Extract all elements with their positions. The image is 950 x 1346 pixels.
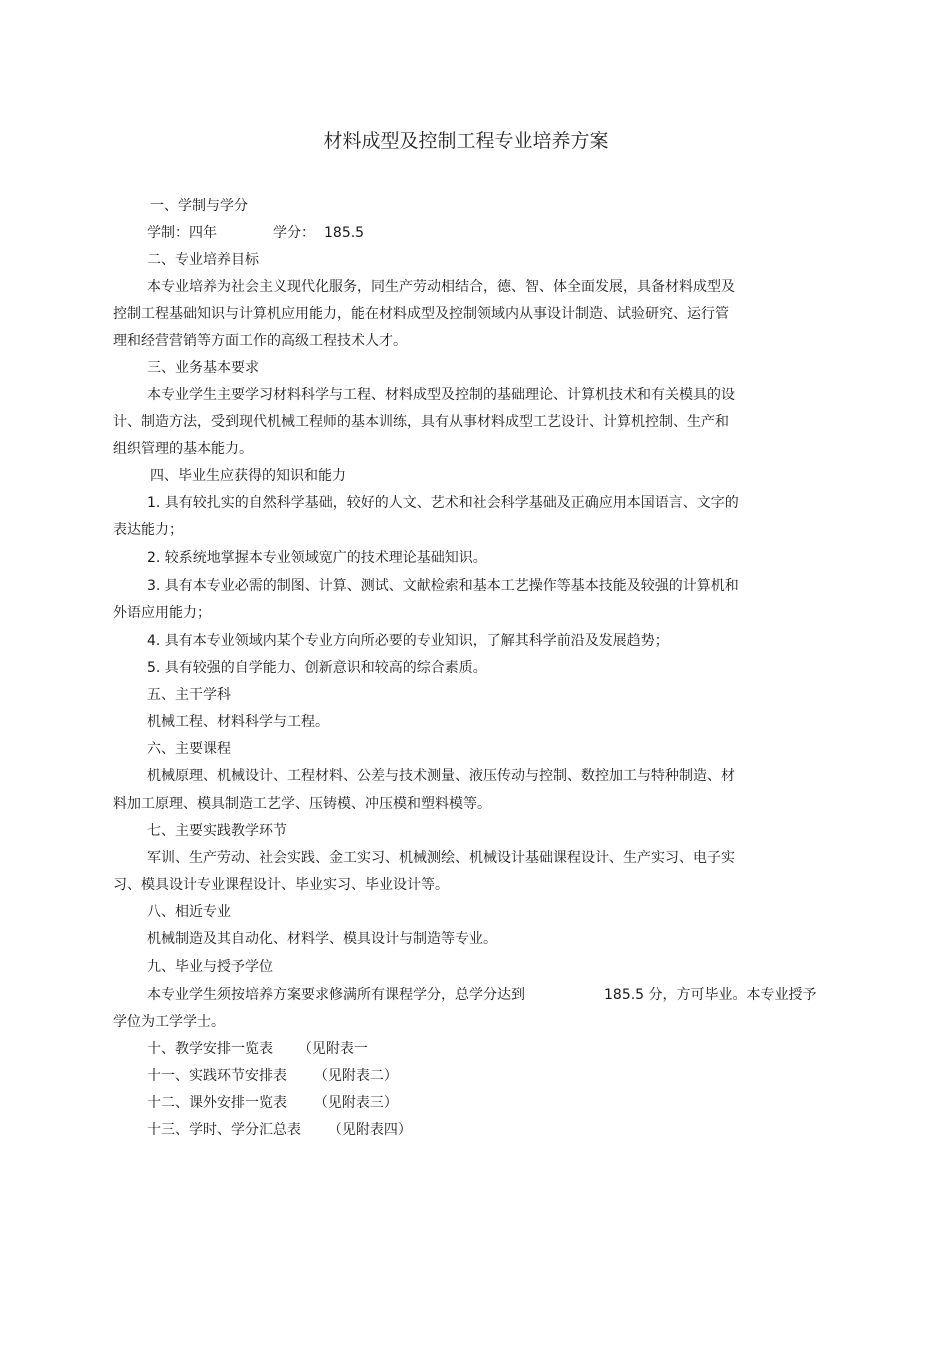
appendix-item	[147, 1121, 412, 1139]
appendix-label: 十二、课外安排一览表	[147, 1095, 287, 1111]
section-4-item: 外语应用能力；	[113, 605, 211, 621]
section-2-line: 控制工程基础知识与计算机应用能力，能在材料成型及控制领域内从事设计制造、试验研究、运行管	[113, 306, 729, 322]
section-7-line: 军训、生产劳动、社会实践、金工实习、机械测绘、机械设计基础课程设计、生产实习、电子实	[147, 850, 735, 866]
section-4-item: 1. 具有较扎实的自然科学基础，较好的人文、艺术和社会科学基础及正确应用本国语言、文字的	[147, 495, 739, 511]
appendix-item	[147, 1067, 398, 1085]
section-9-line: 185.5 分，方可毕业。本专业授予	[604, 987, 817, 1003]
section-5-text: 机械工程、材料科学与工程。	[147, 714, 329, 730]
section-8-heading: 八、相近专业	[147, 904, 231, 920]
duration-text: 学制：四年	[147, 225, 217, 241]
section-4-item: 4. 具有本专业领域内某个专业方向所必要的专业知识，了解其科学前沿及发展趋势；	[147, 633, 669, 649]
page-title: 材料成型及控制工程专业培养方案	[323, 130, 609, 152]
section-5-heading: 五、主干学科	[147, 687, 231, 703]
section-4-heading: 四、毕业生应获得的知识和能力	[150, 468, 346, 484]
section-9-line: 学位为工学学士。	[113, 1014, 225, 1030]
appendix-ref: （见附表三）	[313, 1095, 398, 1111]
section-8-text: 机械制造及其自动化、材料学、模具设计与制造等专业。	[147, 931, 497, 947]
section-3-line: 组织管理的基本能力。	[113, 441, 253, 457]
section-9-heading: 九、毕业与授予学位	[147, 959, 273, 975]
section-4-item: 表达能力；	[113, 522, 183, 538]
appendix-label: 十三、学时、学分汇总表	[147, 1122, 301, 1138]
section-4-item: 3. 具有本专业必需的制图、计算、测试、文献检索和基本工艺操作等基本技能及较强的计算机和	[147, 578, 739, 594]
section-6-heading: 六、主要课程	[147, 741, 231, 757]
appendix-item	[147, 1040, 368, 1058]
section-3-heading: 三、业务基本要求	[147, 360, 259, 376]
appendix-ref: （见附表二）	[313, 1068, 398, 1084]
section-1-heading: 一、学制与学分	[150, 198, 248, 214]
section-4-item: 2. 较系统地掌握本专业领域宽广的技术理论基础知识。	[147, 550, 487, 566]
section-2-line: 理和经营营销等方面工作的高级工程技术人才。	[113, 333, 407, 349]
section-4-item: 5. 具有较强的自学能力、创新意识和较高的综合素质。	[147, 660, 487, 676]
section-9-line: 本专业学生须按培养方案要求修满所有课程学分，总学分达到	[147, 987, 525, 1003]
appendix-ref: （见附表四）	[327, 1122, 412, 1138]
section-3-line: 本专业学生主要学习材料科学与工程、材料成型及控制的基础理论、计算机技术和有关模具的设	[147, 387, 735, 403]
credits-label: 学分：	[273, 225, 315, 241]
section-6-line: 料加工原理、模具制造工艺学、压铸模、冲压模和塑料模等。	[113, 796, 491, 812]
appendix-label: 十、教学安排一览表	[147, 1041, 273, 1057]
credits-value: 185.5	[324, 225, 365, 241]
section-3-line: 计、制造方法，受到现代机械工程师的基本训练，具有从事材料成型工艺设计、计算机控制、生产和	[113, 414, 729, 430]
section-6-line: 机械原理、机械设计、工程材料、公差与技术测量、液压传动与控制、数控加工与特种制造、材	[147, 768, 735, 784]
appendix-ref: （见附表一	[297, 1041, 368, 1057]
appendix-label: 十一、实践环节安排表	[147, 1068, 287, 1084]
section-2-line: 本专业培养为社会主义现代化服务，同生产劳动相结合，德、智、体全面发展，具备材料成型及	[147, 279, 735, 295]
section-7-line: 习、模具设计专业课程设计、毕业实习、毕业设计等。	[113, 877, 449, 893]
section-2-heading: 二、专业培养目标	[147, 252, 259, 268]
appendix-item	[147, 1094, 398, 1112]
section-7-heading: 七、主要实践教学环节	[147, 823, 287, 839]
